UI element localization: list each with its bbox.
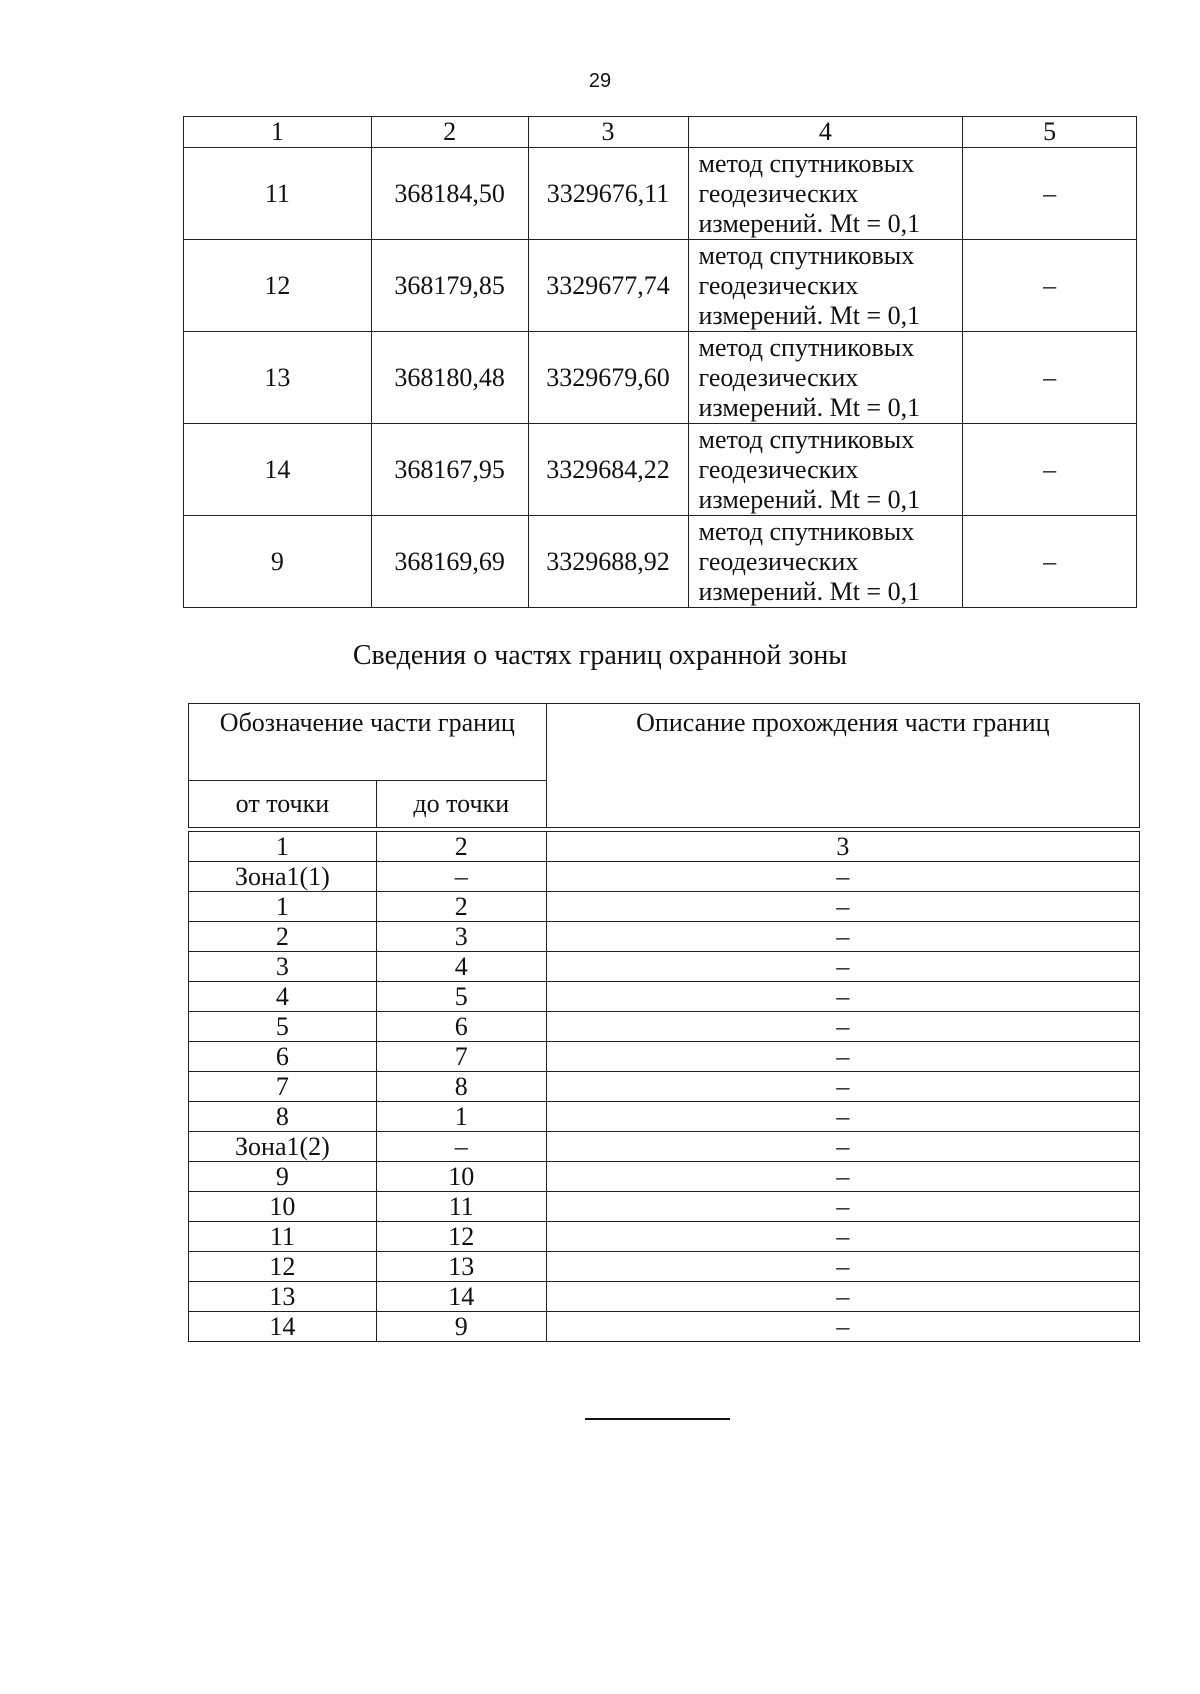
y-coordinate: 3329677,74: [528, 240, 688, 332]
boundary-parts-table: [188, 703, 1140, 1342]
table-row: [189, 1312, 1140, 1342]
table-row: [184, 424, 1137, 516]
x-coordinate: 368167,95: [371, 424, 528, 516]
note-cell: –: [963, 148, 1137, 240]
x-coordinate: 368180,48: [371, 332, 528, 424]
description: –: [546, 1312, 1139, 1342]
description: –: [546, 1072, 1139, 1102]
to-point: –: [376, 1132, 546, 1162]
from-point: 3: [189, 952, 377, 982]
description: –: [546, 1222, 1139, 1252]
table-row: [189, 862, 1140, 892]
header-to-point: до точки: [376, 781, 546, 828]
column-number: 2: [371, 117, 528, 148]
coordinates-table: [183, 116, 1137, 608]
description: –: [546, 982, 1139, 1012]
description: –: [546, 892, 1139, 922]
to-point: 14: [376, 1282, 546, 1312]
x-coordinate: 368184,50: [371, 148, 528, 240]
table-row: [189, 1162, 1140, 1192]
method-line: метод спутниковых: [698, 424, 915, 454]
to-point: 2: [376, 892, 546, 922]
method-line: измерений. Mt = 0,1: [698, 208, 921, 238]
description: –: [546, 952, 1139, 982]
closing-line: [585, 1418, 730, 1420]
table-row: [189, 982, 1140, 1012]
to-point: 9: [376, 1312, 546, 1342]
table-row: [189, 952, 1140, 982]
y-coordinate: 3329679,60: [528, 332, 688, 424]
from-point: 10: [189, 1192, 377, 1222]
table-row: [189, 1042, 1140, 1072]
table-row: [189, 1192, 1140, 1222]
method-line: геодезических: [698, 270, 859, 300]
parts-body: [189, 862, 1140, 1342]
column-number: 3: [528, 117, 688, 148]
table-row: [189, 922, 1140, 952]
point-number: 12: [184, 240, 372, 332]
to-point: 13: [376, 1252, 546, 1282]
from-point: 9: [189, 1162, 377, 1192]
from-point: 11: [189, 1222, 377, 1252]
to-point: 1: [376, 1102, 546, 1132]
table-row: [184, 332, 1137, 424]
table-row: [189, 1132, 1140, 1162]
method-description: [688, 332, 963, 424]
parts-header-row: [189, 704, 1140, 781]
column-number: 3: [546, 832, 1139, 862]
column-numbers-row: [189, 832, 1140, 862]
from-point: 2: [189, 922, 377, 952]
to-point: –: [376, 862, 546, 892]
header-description: Описание прохождения части границ: [546, 704, 1139, 828]
point-number: 9: [184, 516, 372, 608]
description: –: [546, 1162, 1139, 1192]
point-number: 14: [184, 424, 372, 516]
from-point: 6: [189, 1042, 377, 1072]
method-line: измерений. Mt = 0,1: [698, 484, 921, 514]
to-point: 7: [376, 1042, 546, 1072]
method-line: метод спутниковых: [698, 332, 915, 362]
to-point: 11: [376, 1192, 546, 1222]
y-coordinate: 3329684,22: [528, 424, 688, 516]
point-number: 11: [184, 148, 372, 240]
header-from-point: от точки: [189, 781, 377, 828]
note-cell: –: [963, 516, 1137, 608]
to-point: 4: [376, 952, 546, 982]
table-row: [184, 148, 1137, 240]
from-point: Зона1(1): [189, 862, 377, 892]
x-coordinate: 368169,69: [371, 516, 528, 608]
table-row: [189, 1102, 1140, 1132]
from-point: 5: [189, 1012, 377, 1042]
method-line: геодезических: [698, 546, 859, 576]
to-point: 5: [376, 982, 546, 1012]
description: –: [546, 1132, 1139, 1162]
x-coordinate: 368179,85: [371, 240, 528, 332]
from-point: 13: [189, 1282, 377, 1312]
method-line: измерений. Mt = 0,1: [698, 300, 921, 330]
table-row: [189, 1012, 1140, 1042]
method-description: [688, 424, 963, 516]
description: –: [546, 862, 1139, 892]
to-point: 3: [376, 922, 546, 952]
to-point: 12: [376, 1222, 546, 1252]
point-number: 13: [184, 332, 372, 424]
table-row: [189, 1252, 1140, 1282]
header-designation: Обозначение части границ: [189, 704, 547, 781]
column-number: 5: [963, 117, 1137, 148]
column-number: 2: [376, 832, 546, 862]
description: –: [546, 1012, 1139, 1042]
method-line: измерений. Mt = 0,1: [698, 392, 921, 422]
method-line: измерений. Mt = 0,1: [698, 576, 921, 606]
y-coordinate: 3329676,11: [528, 148, 688, 240]
method-line: метод спутниковых: [698, 148, 915, 178]
from-point: 8: [189, 1102, 377, 1132]
table-row: [189, 892, 1140, 922]
from-point: 14: [189, 1312, 377, 1342]
method-line: геодезических: [698, 454, 859, 484]
description: –: [546, 922, 1139, 952]
description: –: [546, 1252, 1139, 1282]
note-cell: –: [963, 424, 1137, 516]
note-cell: –: [963, 332, 1137, 424]
description: –: [546, 1192, 1139, 1222]
to-point: 10: [376, 1162, 546, 1192]
method-line: геодезических: [698, 178, 859, 208]
description: –: [546, 1282, 1139, 1312]
table-row: [189, 1282, 1140, 1312]
from-point: Зона1(2): [189, 1132, 377, 1162]
column-number: 4: [688, 117, 963, 148]
to-point: 6: [376, 1012, 546, 1042]
to-point: 8: [376, 1072, 546, 1102]
table-row: [184, 516, 1137, 608]
note-cell: –: [963, 240, 1137, 332]
table-row: [184, 240, 1137, 332]
table-row: [189, 1222, 1140, 1252]
table-row: [189, 1072, 1140, 1102]
coordinates-header-row: [184, 117, 1137, 148]
column-number: 1: [184, 117, 372, 148]
section-title: Сведения о частях границ охранной зоны: [352, 640, 848, 671]
description: –: [546, 1042, 1139, 1072]
method-description: [688, 240, 963, 332]
method-description: [688, 148, 963, 240]
description: –: [546, 1102, 1139, 1132]
from-point: 1: [189, 892, 377, 922]
from-point: 7: [189, 1072, 377, 1102]
from-point: 12: [189, 1252, 377, 1282]
method-description: [688, 516, 963, 608]
method-line: геодезических: [698, 362, 859, 392]
page-number: 29: [588, 70, 612, 92]
column-number: 1: [189, 832, 377, 862]
from-point: 4: [189, 982, 377, 1012]
method-line: метод спутниковых: [698, 240, 915, 270]
method-line: метод спутниковых: [698, 516, 915, 546]
y-coordinate: 3329688,92: [528, 516, 688, 608]
